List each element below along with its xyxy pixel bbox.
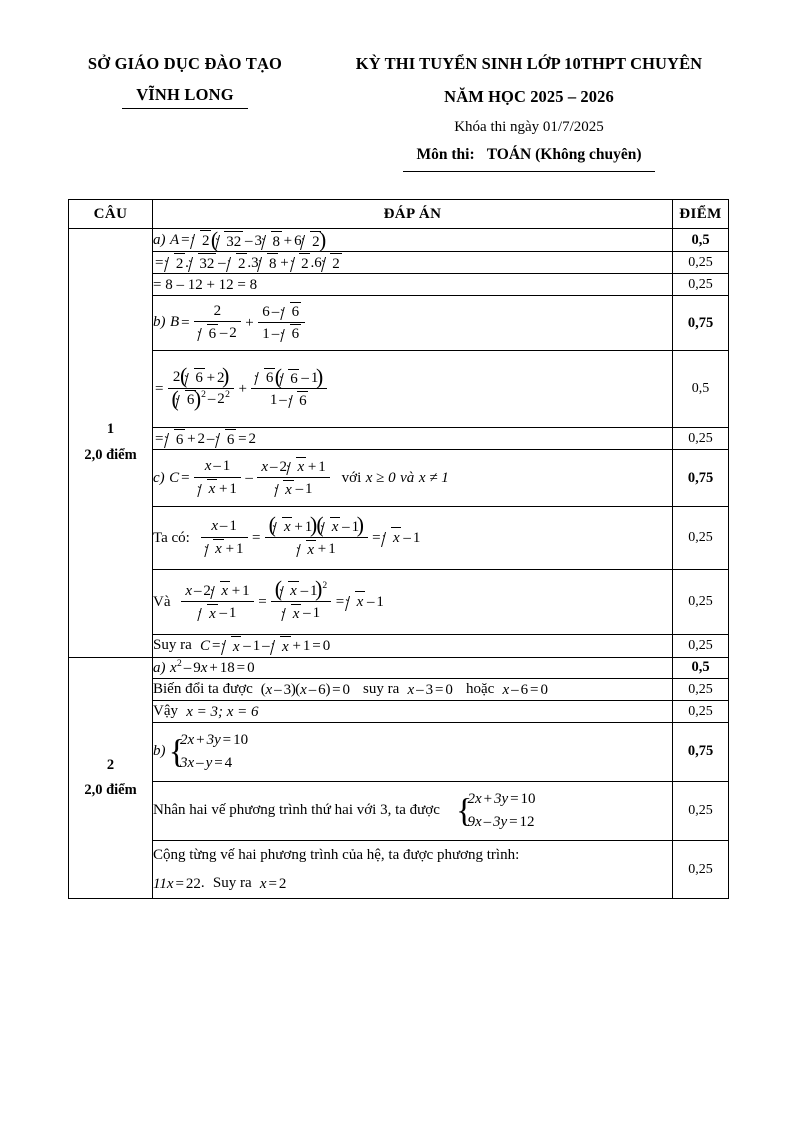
equation-2: 3x – y = 4 [180, 754, 233, 771]
table-row [69, 296, 729, 351]
score-q1c-step2: 0,25 [673, 570, 729, 635]
math-q1a-result: = 8 – 12 + 12 = 8 [153, 276, 258, 293]
equation-2b: 9x – 3y = 12 [467, 813, 535, 830]
system-of-equations-2 [458, 788, 535, 833]
label-voi: với [341, 469, 362, 486]
table-header-row [69, 200, 729, 229]
header-divider [403, 171, 655, 173]
label-part-c: c) [153, 469, 165, 486]
question-1-number: 1 [106, 421, 115, 438]
department-block [56, 52, 314, 172]
table-row [69, 701, 729, 723]
label-cong-tung-ve: Cộng từng vế hai phương trình của hệ, ta được phương trình: [153, 846, 520, 863]
score-q2a-step2: 0,25 [673, 701, 729, 723]
answer-cell-q1a: a) A = 2 ( 32 – 3 8 + 6 2 ) [153, 229, 673, 252]
table-row [69, 428, 729, 450]
score-q2a: 0,5 [673, 657, 729, 679]
score-q2b: 0,75 [673, 722, 729, 781]
score-q1a-step1: 0,25 [673, 252, 729, 274]
department-name: SỞ GIÁO DỤC ĐÀO TẠO [87, 54, 283, 73]
table-row [69, 450, 729, 507]
answer-cell-q2a-step1: Biến đổi ta được ( x – 3 ) ( x – 6 ) = 0 suy ra x – 3 = 0 hoặc x – 6 = 0 [153, 679, 673, 701]
label-part-b-q2: b) [153, 743, 166, 760]
exam-title: KỲ THI TUYỂN SINH LỚP 10THPT CHUYÊN [355, 54, 703, 73]
label-vay: Vậy [153, 703, 178, 720]
score-q1b: 0,75 [673, 296, 729, 351]
label-nhan-hai-ve: Nhân hai vế phương trình thứ hai với 3, ta được [153, 802, 440, 819]
subject-label: Môn thi: [416, 145, 475, 163]
question-2-number: 2 [106, 756, 115, 773]
column-header-diem: ĐIỂM [673, 200, 729, 229]
answer-cell-q1c-step1: Ta có: $\frac{x - 1}{x + 1}$ = ( $\frac{x + 1 ) ( x - 1 )}{x + 1}$ = x – 1 [153, 507, 673, 570]
table-row [69, 229, 729, 252]
answer-cell-q1c: c) C = $\frac{x - 1}{x + 1}$ – $\frac{x - 2 x + 1}{x - 1}$ với x ≥ 0 và x ≠ 1 [153, 450, 673, 507]
answer-cell-q2a-step2 [153, 701, 673, 723]
table-row [69, 722, 729, 781]
label-suy-ra-3: Suy ra [212, 875, 252, 892]
period: . [200, 875, 205, 892]
table-row [69, 570, 729, 635]
table-row [69, 507, 729, 570]
answer-cell-q2b-step1 [153, 781, 673, 840]
score-q1c-step3: 0,25 [673, 635, 729, 657]
score-q2b-step1: 0,25 [673, 781, 729, 840]
answer-cell-q1c-step3: Suy ra C = x – 1 – x + 1 = 0 [153, 635, 673, 657]
answer-cell-q1a-step2 [153, 274, 673, 296]
province-name: VĨNH LONG [122, 83, 248, 109]
table-row [69, 635, 729, 657]
document-header [0, 0, 794, 172]
answer-cell-q2b-step2 [153, 840, 673, 898]
score-q1b-step1: 0,5 [673, 351, 729, 428]
score-q2a-step1: 0,25 [673, 679, 729, 701]
score-q1b-step2: 0,25 [673, 428, 729, 450]
answer-cell-q2a: a) $x^2 - 9x + 18 = 0$ [153, 657, 673, 679]
label-bien-doi: Biến đổi ta được [153, 681, 253, 698]
label-va-cond: và [400, 469, 415, 486]
score-q1c-step1: 0,25 [673, 507, 729, 570]
exam-date: Khóa thi ngày 01/7/2025 [454, 118, 604, 135]
column-header-cau: CÂU [69, 200, 153, 229]
score-q2b-step2: 0,25 [673, 840, 729, 898]
label-part-a-q2: a) [153, 660, 166, 677]
math-var-B: B [170, 314, 180, 331]
answer-cell-q1b-step2: = 6 + 2 – 6 = 2 [153, 428, 673, 450]
label-va: Và [153, 593, 171, 610]
question-2-points: 2,0 điểm [84, 781, 137, 798]
subject-value: TOÁN (Không chuyên) [486, 145, 642, 163]
score-q1c: 0,75 [673, 450, 729, 507]
answer-cell-q1c-step2: Và $\frac{x - 2 x + 1}{x - 1}$ = ( $\frac{x - 1 ) ^2}{x - 1}$ = x – 1 [153, 570, 673, 635]
label-hoac: hoặc [465, 681, 495, 698]
question-1-cell [69, 229, 153, 658]
table-row [69, 252, 729, 274]
question-2-cell [69, 657, 153, 899]
answer-cell-q1b: b) B = $\frac{2}{6 - 2}$ + $\frac{6 - 6}{1 - 6}$ [153, 296, 673, 351]
system-of-equations-1 [171, 729, 248, 774]
label-suy-ra: Suy ra [153, 637, 192, 654]
question-1-points: 2,0 điểm [84, 446, 137, 463]
final-result-line: 11x = 22. Suy ra x = 2 [153, 875, 287, 892]
label-part-b: b) [153, 314, 166, 331]
table-row [69, 351, 729, 428]
subject-line [320, 146, 738, 164]
answer-key-table [68, 199, 729, 899]
exam-info-block [314, 52, 738, 172]
equation-1: { 2x + 3y = 10 [180, 732, 249, 749]
math-var-A: A [170, 232, 180, 248]
answer-cell-q1a-step1: = 2 . 32 – 2 .3 8 + 2 .6 2 [153, 252, 673, 274]
equation-1b: { 2x + 3y = 10 [467, 791, 536, 808]
table-row [69, 840, 729, 898]
score-q1a-step2: 0,25 [673, 274, 729, 296]
answer-cell-q1b-step1: = 2 ( 6 + 2 ) ( 6 ) $^2 - 2^2$ + $\frac{6 ( 6 - 1 )}{1 - 6}$ [153, 351, 673, 428]
table-row [69, 274, 729, 296]
math-cond-1: x ≥ 0 [365, 470, 396, 487]
label-part-a: a) [153, 232, 166, 248]
table-row [69, 781, 729, 840]
label-suy-ra-2: suy ra [363, 681, 400, 698]
answer-cell-q2b [153, 722, 673, 781]
math-var-C: C [169, 469, 180, 486]
column-header-dapan: ĐÁP ÁN [153, 200, 673, 229]
table-row [69, 679, 729, 701]
school-year: NĂM HỌC 2025 – 2026 [444, 86, 614, 106]
answer-table-wrapper [68, 199, 728, 899]
math-cond-2: x ≠ 1 [418, 470, 449, 487]
table-row [69, 657, 729, 679]
math-q2a-answer: x = 3; x = 6 [186, 703, 259, 720]
label-ta-co: Ta có: [153, 529, 190, 546]
score-q1a: 0,5 [673, 229, 729, 252]
